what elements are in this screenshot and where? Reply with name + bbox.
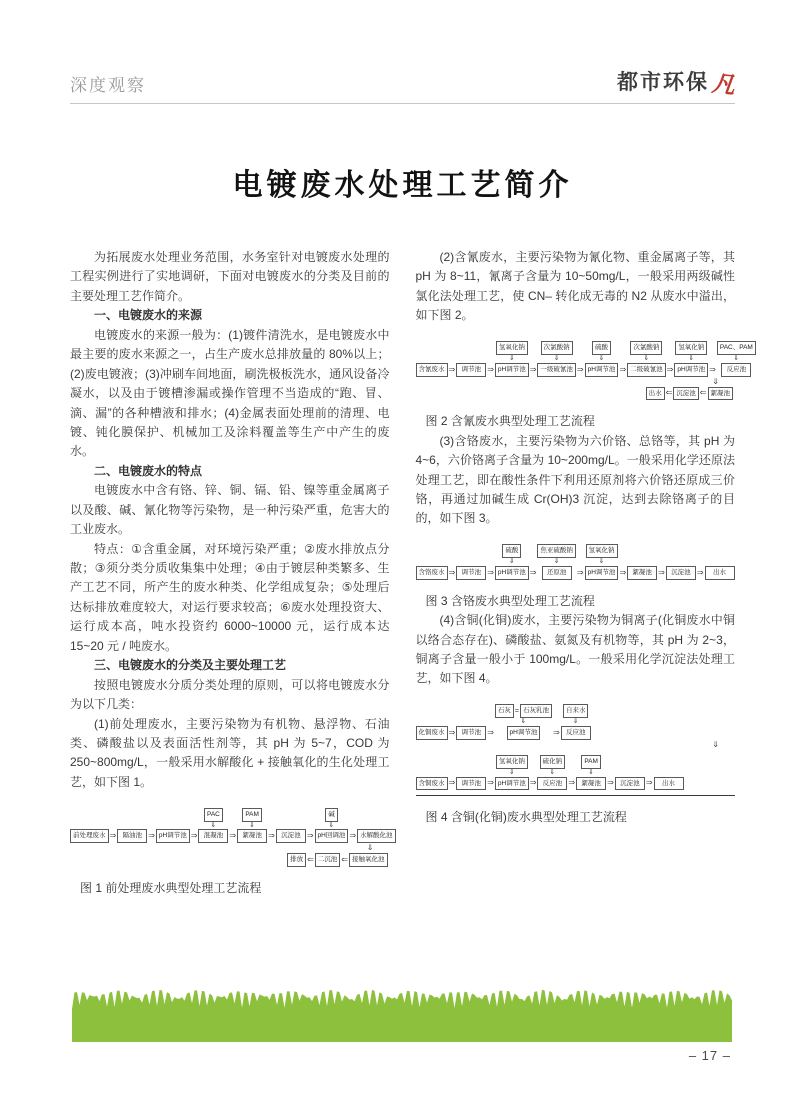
flow-box: 含氰废水 bbox=[416, 363, 448, 377]
flow-station bbox=[537, 750, 567, 791]
flow-box: pH调节池 bbox=[585, 363, 619, 377]
flow-box: pH调节池 bbox=[156, 829, 190, 843]
figure-caption: 图 2 含氰废水典型处理工艺流程 bbox=[425, 414, 595, 429]
flow-input-slot bbox=[502, 539, 521, 566]
flow-box: 絮凝池 bbox=[576, 777, 606, 791]
flow-input-group bbox=[675, 341, 707, 355]
flow-station bbox=[456, 750, 486, 791]
flow-box: 硫化钠 bbox=[540, 755, 566, 769]
flow-station bbox=[456, 699, 486, 740]
flow-input-group bbox=[495, 704, 552, 718]
flow-box: pH调节池 bbox=[495, 777, 529, 791]
flow-station bbox=[495, 750, 529, 791]
flow-box: 出水 bbox=[654, 777, 684, 791]
flow-box: 化铜废水 bbox=[416, 726, 448, 740]
left-column bbox=[70, 248, 393, 898]
down-arrow-icon: ⇓ bbox=[520, 718, 527, 726]
figure-1-flow-diagram bbox=[70, 802, 393, 898]
paragraph: 电镀废水的来源一般为：(1)镀件清洗水，是电镀废水中最主要的废水来源之一，占生产废水总排放量的 80%以上；(2)废电镀液；(3)冲刷车间地面，刷洗极板洗水，通风设备冷凝水，以及由于镀槽渗漏或操作管理不当造成的“跑、冒、滴、漏”的各种槽液和排水；(4)金属表面处理前的清理、电镀、钝化膜保护、机械加工及涂料覆盖等生产中产生的废水。 bbox=[70, 327, 390, 459]
flow-box: 氢氧化钠 bbox=[496, 755, 528, 769]
flow-station bbox=[627, 336, 666, 377]
right-arrow-icon: ⇒ bbox=[529, 364, 537, 374]
flow-input-group bbox=[325, 808, 338, 822]
flow-station bbox=[416, 750, 448, 791]
flow-box: pH调节池 bbox=[674, 363, 708, 377]
flow-input-slot bbox=[204, 802, 223, 829]
page-header bbox=[70, 66, 737, 99]
right-arrow-icon: ⇒ bbox=[553, 727, 560, 737]
right-arrow-icon: ⇒ bbox=[448, 727, 456, 737]
down-arrow-icon: ⇓ bbox=[553, 558, 560, 566]
paragraph: (2)含氰废水，主要污染物为氰化物、重金属离子等，其 pH 为 8~11，氰离子含量为 10~50mg/L，一般采用两级碱性氯化法处理工艺，使 CN– 转化成无毒的 N2 从废水中溢出，如下图 2。 bbox=[415, 250, 735, 323]
right-arrow-icon: ⇒ bbox=[619, 364, 627, 374]
flow-input-group bbox=[540, 755, 566, 769]
flow-input-slot bbox=[496, 336, 528, 363]
brand-name: 都市环保 bbox=[617, 71, 709, 94]
flow-station bbox=[585, 336, 619, 377]
flow-station bbox=[705, 539, 735, 580]
down-arrow-icon: ⇓ bbox=[366, 843, 374, 852]
flow-input-slot bbox=[630, 336, 662, 363]
flow-box: 排放 bbox=[287, 853, 306, 867]
flow-box: 碱 bbox=[325, 808, 338, 822]
down-arrow-icon: ⇓ bbox=[249, 821, 256, 829]
down-arrow-icon: ⇓ bbox=[508, 558, 515, 566]
flow-input-slot bbox=[325, 802, 338, 829]
figure-4-flow-diagram bbox=[416, 699, 736, 828]
flow-input-group bbox=[563, 704, 589, 718]
flow-station bbox=[456, 336, 486, 377]
flow-row bbox=[416, 336, 753, 377]
grass-decoration bbox=[72, 984, 732, 1042]
down-arrow-icon: ⇓ bbox=[688, 355, 695, 363]
flow-box: 氢氧化钠 bbox=[496, 341, 528, 355]
flow-station bbox=[495, 539, 529, 580]
left-arrow-icon: ⇐ bbox=[699, 388, 707, 398]
down-arrow-icon: ⇓ bbox=[328, 821, 335, 829]
flow-station bbox=[615, 750, 645, 791]
right-arrow-icon: ⇒ bbox=[306, 831, 314, 840]
down-arrow-icon: ⇓ bbox=[553, 355, 560, 363]
flow-station bbox=[717, 336, 756, 377]
flow-input-group bbox=[204, 808, 223, 822]
flow-station bbox=[315, 802, 349, 843]
flow-station bbox=[561, 699, 591, 740]
flow-input-slot bbox=[592, 336, 611, 363]
flow-station bbox=[156, 802, 190, 843]
down-arrow-icon: ⇓ bbox=[598, 558, 605, 566]
flow-box: 絮凝池 bbox=[627, 566, 657, 580]
right-arrow-icon: ⇒ bbox=[607, 778, 614, 788]
flow-box: 硫酸 bbox=[502, 544, 521, 558]
flow-box: 含铬废水 bbox=[416, 566, 448, 580]
flow-row bbox=[70, 802, 393, 843]
paragraph: 特点：①含重金属，对环境污染严重；②废水排放点分散；③须分类分质收集集中处理；④由于镀层种类繁多、生产工艺不同，所产生的废水种类、化学组成复杂；⑤处理后达标排放难度较大，对运行要求较高；⑥废水处理投资大、运行成本高，吨水投资约 6000~10000 元，运行成本达 15~20 元 / 吨废水。 bbox=[70, 541, 390, 653]
flow-input-group bbox=[496, 341, 528, 355]
right-arrow-icon: ⇒ bbox=[487, 778, 494, 788]
flow-box: 沉淀池 bbox=[276, 829, 306, 843]
right-arrow-icon: ⇒ bbox=[229, 831, 237, 840]
flow-input-group bbox=[502, 544, 521, 558]
flow-box: 焦亚硫酸钠 bbox=[537, 544, 576, 558]
flow-box: 反应池 bbox=[561, 726, 591, 740]
flow-station bbox=[654, 750, 684, 791]
flow-station bbox=[537, 336, 576, 377]
figure-caption: 图 4 含铜(化铜)废水典型处理工艺流程 bbox=[425, 810, 627, 825]
right-arrow-icon: ⇒ bbox=[568, 778, 576, 788]
paragraph: (3)含铬废水，主要污染物为六价铬、总铬等，其 pH 为 4~6，六价铬离子含量为 10~200mg/L。一般采用化学还原法处理工艺，即在酸性条件下利用还原剂将六价铬还原成三价铬，再通过加碱生成 Cr(OH)3 沉淀，达到去除铬离子的目的，如下图 3。 bbox=[415, 433, 735, 526]
right-arrow-icon: ⇒ bbox=[487, 567, 494, 577]
flow-box: 沉淀池 bbox=[673, 387, 699, 401]
flow-station bbox=[276, 802, 306, 843]
paragraph: 电镀废水中含有铬、锌、铜、镉、铅、镍等重金属离子以及酸、碱、氰化物等污染物，是一种污染严重，危害大的工业废水。 bbox=[70, 483, 390, 537]
flow-box: PAC、PAM bbox=[717, 341, 756, 355]
flow-station bbox=[198, 802, 228, 843]
flow-box: pH调节池 bbox=[495, 566, 529, 580]
flow-box: 硫酸 bbox=[592, 341, 611, 355]
paragraph-intro: 为拓展废水处理业务范围，水务室针对电镀废水处理的工程实例进行了实地调研，下面对电镀废水的分类及目前的主要处理工艺作简介。 bbox=[70, 250, 390, 303]
flow-input-group bbox=[586, 544, 618, 558]
flow-box: 二级破氰池 bbox=[627, 363, 666, 377]
flow-return-row bbox=[416, 387, 736, 401]
down-arrow-icon: ⇓ bbox=[712, 739, 719, 749]
flow-station bbox=[495, 336, 529, 377]
section-heading-2: 二、电镀废水的特点 bbox=[94, 463, 203, 478]
flow-station bbox=[416, 539, 448, 580]
flow-input-slot bbox=[675, 336, 707, 363]
down-arrow-icon: ⇓ bbox=[572, 718, 579, 726]
right-column bbox=[415, 248, 753, 898]
flow-box: 自来水 bbox=[563, 704, 589, 718]
flow-input-slot bbox=[581, 750, 601, 777]
flow-box: pH回调池 bbox=[315, 829, 349, 843]
flow-box: 絮凝池 bbox=[237, 829, 267, 843]
flow-box: 调节池 bbox=[456, 363, 486, 377]
right-arrow-icon: ⇒ bbox=[190, 831, 198, 840]
figure-caption: 图 1 前处理废水典型处理工艺流程 bbox=[80, 880, 262, 895]
flow-station bbox=[627, 539, 657, 580]
flow-box: 水解酸化池 bbox=[357, 829, 396, 843]
flow-station bbox=[674, 336, 708, 377]
flow-box: 氢氧化钠 bbox=[675, 341, 707, 355]
down-arrow-icon: ⇓ bbox=[712, 376, 719, 386]
flow-box: 次氯酸钠 bbox=[630, 341, 662, 355]
right-arrow-icon: ⇒ bbox=[487, 364, 494, 374]
flow-input-slot bbox=[541, 336, 573, 363]
flow-row bbox=[416, 699, 736, 740]
flow-row bbox=[416, 750, 736, 791]
flow-input-group bbox=[717, 341, 756, 355]
down-arrow-icon: ⇓ bbox=[598, 355, 605, 363]
right-arrow-icon: ⇒ bbox=[696, 567, 704, 577]
flow-box: pH调节池 bbox=[507, 726, 541, 740]
right-arrow-icon: ⇒ bbox=[658, 567, 665, 577]
flow-station bbox=[237, 802, 267, 843]
flow-box: 调节池 bbox=[456, 566, 486, 580]
section-heading-3: 三、电镀废水的分类及主要处理工艺 bbox=[94, 658, 287, 673]
right-arrow-icon: ⇒ bbox=[645, 778, 653, 788]
flow-input-group bbox=[592, 341, 611, 355]
flow-station bbox=[456, 539, 486, 580]
flow-box: 次氯酸钠 bbox=[541, 341, 573, 355]
equals-connector: = bbox=[514, 707, 519, 715]
right-arrow-icon: ⇒ bbox=[619, 567, 627, 577]
header-divider bbox=[70, 103, 735, 104]
right-arrow-icon: ⇒ bbox=[448, 567, 456, 577]
right-arrow-icon: ⇒ bbox=[576, 364, 584, 374]
flow-input-group bbox=[541, 341, 573, 355]
flow-box: pH调节池 bbox=[495, 363, 529, 377]
down-arrow-icon: ⇓ bbox=[588, 768, 595, 776]
flow-input-slot bbox=[563, 699, 589, 726]
figure-rule bbox=[416, 795, 736, 796]
flow-station bbox=[576, 750, 606, 791]
flow-box: 絮凝池 bbox=[708, 387, 734, 401]
left-arrow-icon: ⇐ bbox=[341, 854, 348, 864]
flow-input-group bbox=[630, 341, 662, 355]
down-arrow-icon: ⇓ bbox=[508, 355, 515, 363]
flow-box: 出水 bbox=[646, 387, 665, 401]
flow-input-slot bbox=[586, 539, 618, 566]
left-arrow-icon: ⇐ bbox=[307, 854, 314, 864]
down-arrow-icon: ⇓ bbox=[733, 355, 740, 363]
paragraph: (4)含铜(化铜)废水，主要污染物为铜离子(化铜废水中铜以络合态存在)、磷酸盐、氨氮及有机物等，其 pH 为 2~3，铜离子含量一般小于 100mg/L。一般采用化学沉淀法处理工艺，如下图 4。 bbox=[415, 613, 735, 686]
flow-return-row bbox=[70, 853, 390, 867]
page-number: – 17 – bbox=[688, 1048, 731, 1063]
flow-box: 调节池 bbox=[456, 726, 486, 740]
down-arrow-icon: ⇓ bbox=[210, 821, 217, 829]
flow-row bbox=[416, 539, 736, 580]
left-arrow-icon: ⇐ bbox=[665, 388, 673, 398]
flow-input-group bbox=[581, 755, 601, 769]
figure-caption: 图 3 含铬废水典型处理工艺流程 bbox=[425, 593, 595, 608]
flow-station bbox=[666, 539, 696, 580]
flow-box: PAM bbox=[242, 808, 262, 822]
flow-station bbox=[416, 336, 448, 377]
paragraph: (1)前处理废水，主要污染物为有机物、悬浮物、石油类、磷酸盐以及表面活性剂等，其 pH 为 5~7，COD 为 250~800mg/L，一般采用水解酸化 + 接触氧化的生化处理工艺，如下图 1。 bbox=[70, 716, 390, 789]
flow-box: pH调节池 bbox=[585, 566, 619, 580]
section-heading-1: 一、电镀废水的来源 bbox=[94, 308, 203, 323]
down-arrow-icon: ⇓ bbox=[643, 355, 650, 363]
flow-box: 沉淀池 bbox=[615, 777, 645, 791]
flow-input-slot bbox=[540, 750, 566, 777]
right-arrow-icon: ⇒ bbox=[349, 831, 357, 840]
down-arrow-icon: ⇓ bbox=[549, 768, 556, 776]
flow-station bbox=[357, 802, 396, 843]
flow-input-slot bbox=[717, 336, 756, 363]
flow-box: 还原池 bbox=[542, 566, 572, 580]
flow-box: 石灰乳池 bbox=[520, 704, 552, 718]
flow-input-group bbox=[537, 544, 576, 558]
flow-box: 含铜废水 bbox=[416, 777, 448, 791]
figure-3-flow-diagram bbox=[416, 539, 736, 611]
flow-station bbox=[70, 802, 109, 843]
flow-input-slot bbox=[496, 750, 528, 777]
right-arrow-icon: ⇒ bbox=[529, 778, 537, 788]
section-label: 深度观察 bbox=[70, 76, 146, 95]
flow-box: 氢氧化钠 bbox=[586, 544, 618, 558]
flow-box: 反应池 bbox=[537, 777, 567, 791]
right-arrow-icon: ⇒ bbox=[268, 831, 275, 840]
flow-input-group bbox=[496, 755, 528, 769]
figure-2-flow-diagram bbox=[416, 336, 753, 432]
flow-station bbox=[537, 539, 576, 580]
right-arrow-icon: ⇒ bbox=[666, 364, 674, 374]
flow-input-slot bbox=[495, 699, 552, 726]
flow-input-group bbox=[242, 808, 262, 822]
flow-station bbox=[416, 699, 448, 740]
right-arrow-icon: ⇒ bbox=[448, 778, 456, 788]
down-arrow-icon: ⇓ bbox=[508, 768, 515, 776]
flow-box: 调节池 bbox=[456, 777, 486, 791]
brand-logo-icon: 凡 bbox=[710, 69, 737, 99]
flow-station bbox=[585, 539, 619, 580]
right-arrow-icon: ⇒ bbox=[448, 364, 456, 374]
flow-box: 接触氧化池 bbox=[349, 853, 388, 867]
flow-box: PAC bbox=[204, 808, 223, 822]
right-arrow-icon: ⇒ bbox=[529, 567, 537, 577]
article-body bbox=[70, 248, 753, 898]
flow-box: 隔油池 bbox=[117, 829, 147, 843]
flow-box: 前处理废水 bbox=[70, 829, 109, 843]
brand bbox=[617, 66, 737, 99]
flow-box: 一级破氰池 bbox=[537, 363, 576, 377]
paragraph: 按照电镀废水分质分类处理的原则，可以将电镀废水分为以下几类： bbox=[70, 677, 390, 712]
flow-box: PAM bbox=[581, 755, 601, 769]
right-arrow-icon: ⇒ bbox=[709, 364, 716, 374]
flow-input-slot bbox=[242, 802, 262, 829]
right-arrow-icon: ⇒ bbox=[109, 831, 117, 840]
flow-station bbox=[117, 802, 147, 843]
right-arrow-icon: ⇒ bbox=[576, 567, 584, 577]
flow-input-slot bbox=[537, 539, 576, 566]
flow-box: 反应池 bbox=[721, 363, 751, 377]
flow-station bbox=[495, 699, 552, 740]
flow-box: 二沉池 bbox=[315, 853, 341, 867]
right-arrow-icon: ⇒ bbox=[148, 831, 155, 840]
flow-box: 出水 bbox=[705, 566, 735, 580]
flow-box: 沉淀池 bbox=[666, 566, 696, 580]
flow-box: 石灰 bbox=[495, 704, 514, 718]
article-title: 电镀废水处理工艺简介 bbox=[232, 169, 573, 202]
right-arrow-icon: ⇒ bbox=[487, 727, 494, 737]
flow-box: 混凝池 bbox=[198, 829, 228, 843]
